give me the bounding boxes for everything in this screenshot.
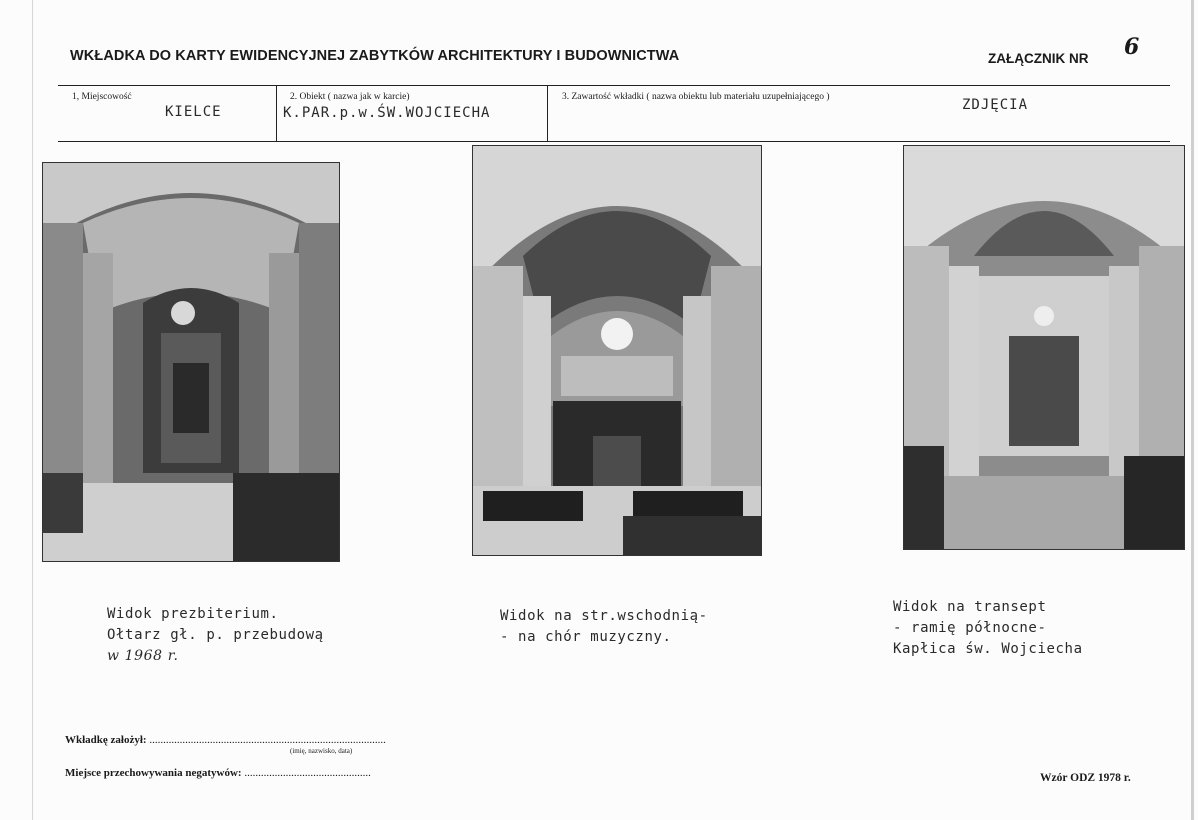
- created-by-sub: (imię, nazwisko, data): [290, 747, 353, 755]
- object-label: 2. Obiekt ( nazwa jak w karcie): [290, 92, 410, 102]
- locality-label: 1, Miejscowość: [72, 92, 132, 102]
- caption-line: Kapłica św. Wojciecha: [893, 641, 1083, 657]
- photo-organ-loft: [472, 145, 762, 556]
- caption-organ-loft: [500, 606, 708, 648]
- locality-value: KIELCE: [165, 104, 222, 120]
- caption-line: Widok prezbiterium.: [107, 606, 279, 622]
- caption-line: - na chór muzyczny.: [500, 629, 672, 645]
- caption-line: Ołtarz gł. p. przebudową: [107, 627, 324, 643]
- caption-line: Widok na str.wschodnią-: [500, 608, 708, 624]
- created-by-dots: ......................................................................................: [149, 734, 386, 746]
- photo-presbytery: [42, 162, 340, 562]
- created-by-row: [65, 734, 386, 746]
- photo-transept: [903, 145, 1185, 550]
- caption-line: Widok na transept: [893, 599, 1047, 615]
- table-top-rule: [58, 85, 1170, 86]
- storage-row: [65, 767, 371, 779]
- created-by-label: Wkładkę założył:: [65, 734, 147, 746]
- caption-line: - ramię północne-: [893, 620, 1047, 636]
- object-value: K.PAR.p.w.ŚW.WOJCIECHA: [283, 105, 491, 121]
- contents-value: ZDJĘCIA: [962, 97, 1029, 113]
- caption-transept: [893, 597, 1083, 660]
- storage-dots: ..............................................: [244, 767, 371, 779]
- caption-line: w 1968 r.: [107, 648, 179, 664]
- page-edge: [1191, 0, 1194, 820]
- annex-label: ZAŁĄCZNIK NR: [988, 51, 1089, 66]
- field-divider: [547, 85, 548, 142]
- document-title: WKŁADKA DO KARTY EWIDENCYJNEJ ZABYTKÓW ARCHITEKTURY I BUDOWNICTWA: [70, 48, 680, 64]
- contents-label: 3. Zawartość wkładki ( nazwa obiektu lub materiału uzupełniającego ): [562, 92, 830, 102]
- page-edge: [32, 0, 33, 820]
- field-divider: [276, 85, 277, 142]
- caption-presbytery: [107, 604, 324, 667]
- table-bottom-rule: [58, 141, 1170, 142]
- form-code: Wzór ODZ 1978 r.: [1040, 772, 1131, 784]
- storage-label: Miejsce przechowywania negatywów:: [65, 767, 242, 779]
- annex-number: 6: [1124, 34, 1140, 60]
